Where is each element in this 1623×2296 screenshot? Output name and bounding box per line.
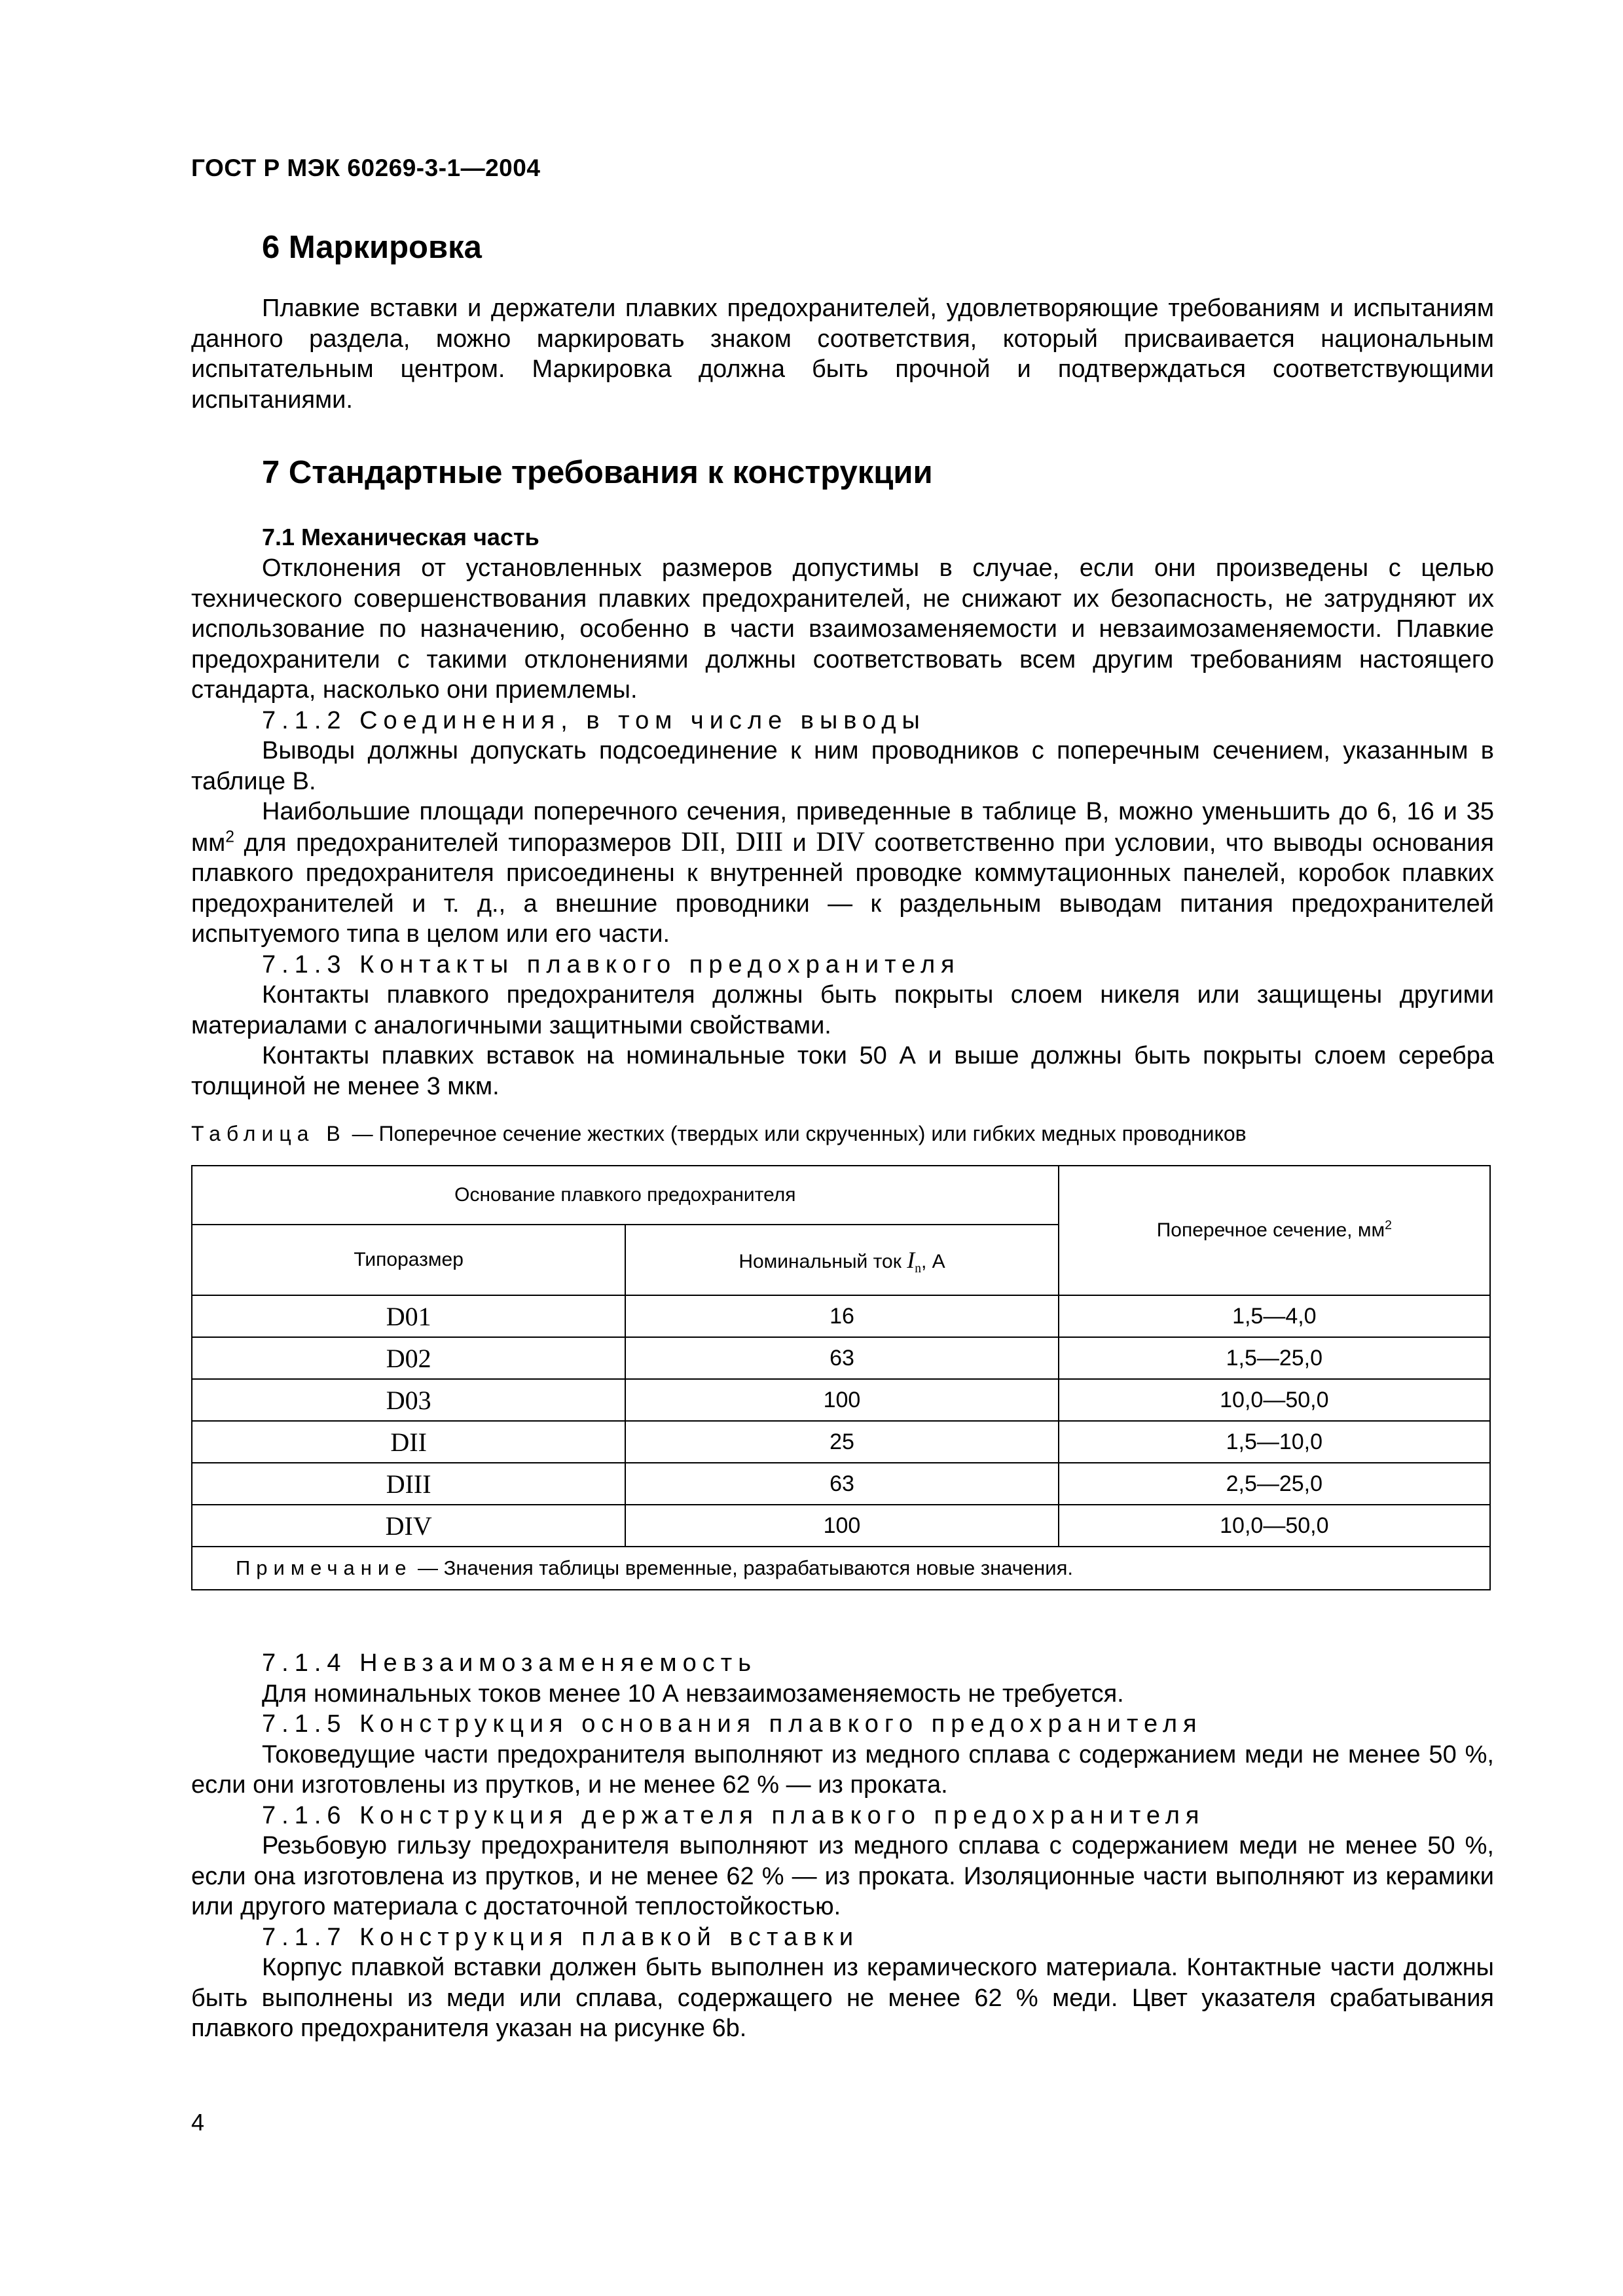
header-text: Поперечное сечение, мм [1156, 1219, 1385, 1241]
text-run: соответственно при условии, что выводы основания плавкого предохранителя присоединены к внутренней проводке коммутационных панелей, коробок плавких предохранителей и т. д., а внешние проводники — к раздельным выводам питания предохранителей испытуемого типа в целом или его части. [191, 829, 1494, 948]
cell-section: 1,5—10,0 [1059, 1421, 1490, 1463]
section-7-title: 7 Стандартные требования к конструкции [262, 455, 933, 490]
symbol: I [907, 1247, 915, 1273]
cell-current: 63 [625, 1463, 1058, 1505]
section-7-1-7-title: 7.1.7 Конструкция плавкой вставки [262, 1923, 860, 1951]
text-run: Наибольшие площади поперечного сечения, приведенные в таблице В, можно уменьшить до 6, 16 и 35 мм [191, 798, 1494, 857]
cell-size: D02 [192, 1337, 625, 1379]
table-note [192, 1547, 1490, 1590]
superscript: 2 [1385, 1218, 1392, 1232]
cell-section: 10,0—50,0 [1059, 1505, 1490, 1547]
cell-current: 16 [625, 1295, 1058, 1337]
section-7-1-5-title: 7.1.5 Конструкция основания плавкого предохранителя [262, 1710, 1203, 1738]
cell-size: DII [192, 1421, 625, 1463]
table-header-group: Основание плавкого предохранителя [192, 1166, 1059, 1225]
table-row [192, 1337, 1490, 1379]
section-7-1-6-paragraph: Резьбовую гильзу предохранителя выполняют из медного сплава с содержанием меди не менее 50 %, если она изготовлена из прутков, и не менее 62 % — из проката. Изоляционные части выполняют из керамики или другого материала с достаточной теплостойкостью. [191, 1832, 1494, 1920]
section-7-1-3-paragraph-1: Контакты плавкого предохранителя должны быть покрыты слоем никеля или защищены другими материалами с аналогичными защитными свойствами. [191, 981, 1494, 1039]
section-7-1-7-paragraph: Корпус плавкой вставки должен быть выполнен из керамического материала. Контактные части должны быть выполнены из меди или сплава, содержащего не менее 62 % меди. Цвет указателя срабатывания плавкого предохранителя указан на рисунке 6b. [191, 1954, 1494, 2042]
sections-7-1-4-to-7-1-7 [191, 1648, 1494, 2044]
cell-current: 63 [625, 1337, 1058, 1379]
table-note-row [192, 1547, 1490, 1590]
cell-current: 100 [625, 1505, 1058, 1547]
type-code: DII [681, 827, 720, 857]
section-7-1-body [191, 553, 1494, 1102]
header-text: , А [921, 1251, 945, 1272]
section-7-1-6-title: 7.1.6 Конструкция держателя плавкого предохранителя [262, 1801, 1205, 1829]
section-6-title: 6 Маркировка [262, 230, 482, 265]
text-run: и [782, 829, 816, 857]
table-row [192, 1295, 1490, 1337]
table-header-size: Типоразмер [192, 1225, 625, 1295]
table-caption [191, 1122, 1494, 1146]
subscript: n [915, 1262, 921, 1276]
table-caption-text: — Поперечное сечение жестких (твердых или скрученных) или гибких медных проводников [346, 1122, 1247, 1145]
section-7-1-4-title: 7.1.4 Невзаимозаменяемость [262, 1649, 757, 1677]
note-text: — Значения таблицы временные, разрабатываются новые значения. [412, 1556, 1073, 1579]
section-7-1-2-paragraph-2 [191, 797, 1494, 950]
cell-current: 100 [625, 1379, 1058, 1421]
cell-current: 25 [625, 1421, 1058, 1463]
table-header-cross-section [1059, 1166, 1490, 1295]
conductor-section-table [191, 1165, 1491, 1590]
cell-size: D03 [192, 1379, 625, 1421]
section-7-1-5-paragraph: Токоведущие части предохранителя выполняют из медного сплава с содержанием меди не менее 50 %, если они изготовлены из прутков, и не менее 62 % — из проката. [191, 1740, 1494, 1799]
page-number: 4 [191, 2109, 205, 2136]
document-header-id: ГОСТ Р МЭК 60269-3-1—2004 [191, 154, 541, 181]
table-header-current [625, 1225, 1058, 1295]
cell-size: D01 [192, 1295, 625, 1337]
table-row [192, 1421, 1490, 1463]
cell-size: DIV [192, 1505, 625, 1547]
section-7-1-3-paragraph-2: Контакты плавких вставок на номинальные токи 50 А и выше должны быть покрыты слоем серебра толщиной не менее 3 мкм. [191, 1042, 1494, 1100]
section-6-body [191, 293, 1494, 415]
superscript: 2 [225, 827, 234, 846]
section-7-1-paragraph: Отклонения от установленных размеров допустимы в случае, если они произведены с целью технического совершенствования плавких предохранителей, не снижают их безопасность, не затрудняют их использование по назначению, особенно в части взаимозаменяемости и невзаимозаменяемости. Плавкие предохранители с такими отклонениями должны соответствовать всем другим требованиям настоящего стандарта, насколько они приемлемы. [191, 554, 1494, 704]
table-row [192, 1505, 1490, 1547]
table-header-row [192, 1166, 1490, 1225]
header-text: Номинальный ток [739, 1251, 907, 1272]
table-caption-label: Таблица В [191, 1122, 346, 1145]
cell-section: 2,5—25,0 [1059, 1463, 1490, 1505]
section-6-paragraph: Плавкие вставки и держатели плавких предохранителей, удовлетворяющие требованиям и испытаниям данного раздела, можно маркировать знаком соответствия, который присваивается национальным испытательным центром. Маркировка должна быть прочной и подтверждаться соответствующими испытаниями. [191, 295, 1494, 414]
section-7-1-3-title: 7.1.3 Контакты плавкого предохранителя [262, 950, 960, 978]
cell-section: 1,5—4,0 [1059, 1295, 1490, 1337]
cell-section: 1,5—25,0 [1059, 1337, 1490, 1379]
cell-section: 10,0—50,0 [1059, 1379, 1490, 1421]
cell-size: DIII [192, 1463, 625, 1505]
table-row [192, 1379, 1490, 1421]
section-7-1-4-paragraph: Для номинальных токов менее 10 А невзаимозаменяемость не требуется. [262, 1679, 1124, 1708]
table-row [192, 1463, 1490, 1505]
text-run: , [719, 829, 736, 857]
section-7-1-2-title: 7.1.2 Соединения, в том числе выводы [262, 706, 926, 734]
section-7-1-title: 7.1 Механическая часть [262, 524, 539, 550]
type-code: DIV [816, 827, 865, 857]
note-label: Примечание [236, 1556, 412, 1579]
type-code: DIII [735, 827, 783, 857]
section-7-1-2-paragraph-1: Выводы должны допускать подсоединение к ним проводников с поперечным сечением, указанным в таблице В. [191, 737, 1494, 795]
text-run: для предохранителей типоразмеров [234, 829, 682, 857]
